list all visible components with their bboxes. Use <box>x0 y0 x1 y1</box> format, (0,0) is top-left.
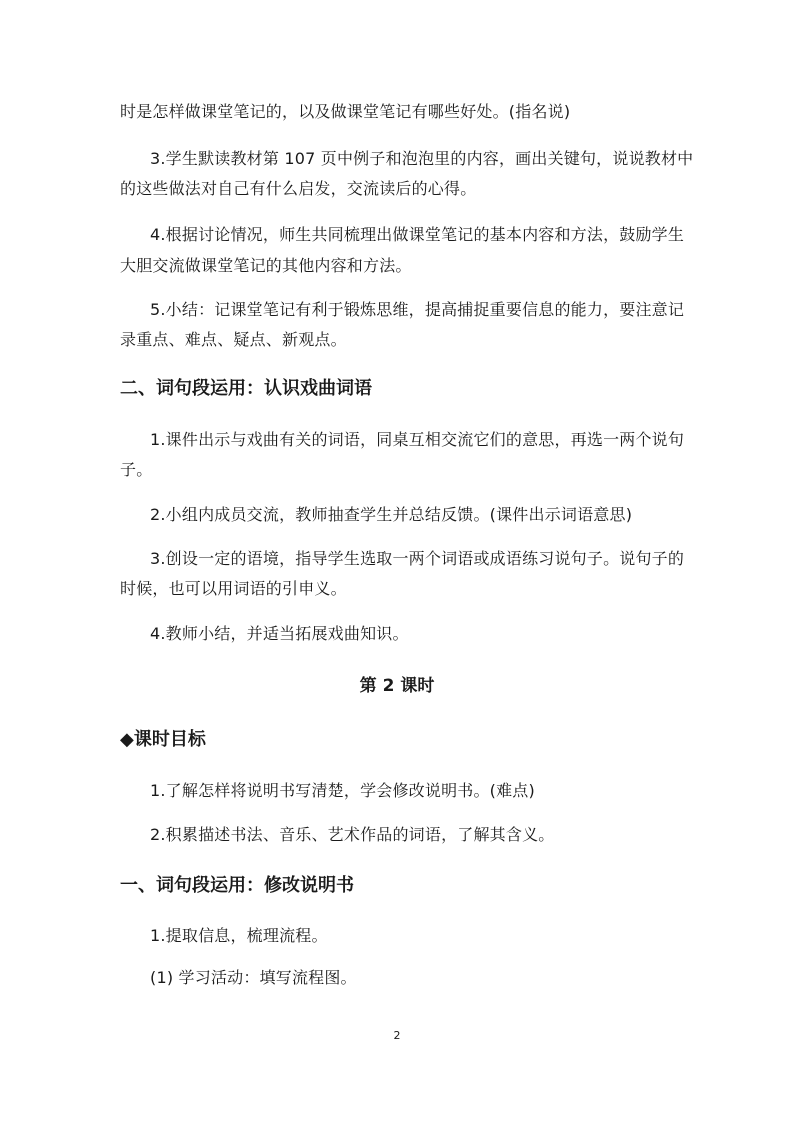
section-heading: 二、词句段运用：认识戏曲词语 <box>120 378 372 399</box>
section-heading: 一、词句段运用：修改说明书 <box>120 875 354 896</box>
page-number: 2 <box>393 1029 401 1042</box>
paragraph-line: 1.课件出示与戏曲有关的词语，同桌互相交流它们的意思，再选一两个说句 <box>150 430 685 449</box>
paragraph-line: 2.积累描述书法、音乐、艺术作品的词语，了解其含义。 <box>150 825 555 844</box>
paragraph-line: (1) 学习活动：填写流程图。 <box>150 968 357 987</box>
paragraph-line: 3.创设一定的语境，指导学生选取一两个词语或成语练习说句子。说句子的 <box>150 549 685 568</box>
paragraph-line: 5.小结：记课堂笔记有利于锻炼思维，提高捕捉重要信息的能力，要注意记 <box>150 300 685 319</box>
paragraph-line: 子。 <box>120 460 153 479</box>
paragraph-line: 时候，也可以用词语的引申义。 <box>120 579 347 598</box>
paragraph-line: 4.教师小结，并适当拓展戏曲知识。 <box>150 624 409 643</box>
lesson-title: 第 2 课时 <box>359 676 435 696</box>
paragraph-line: 时是怎样做课堂笔记的，以及做课堂笔记有哪些好处。(指名说) <box>120 102 571 121</box>
paragraph-line: 1.了解怎样将说明书写清楚，学会修改说明书。(难点) <box>150 781 535 800</box>
paragraph-line: 4.根据讨论情况，师生共同梳理出做课堂笔记的基本内容和方法，鼓励学生 <box>150 225 685 244</box>
paragraph-line: 大胆交流做课堂笔记的其他内容和方法。 <box>120 256 412 275</box>
paragraph-line: 1.提取信息，梳理流程。 <box>150 926 328 945</box>
paragraph-line: 录重点、难点、疑点、新观点。 <box>120 330 347 349</box>
paragraph-line: 的这些做法对自己有什么启发，交流读后的心得。 <box>120 179 477 198</box>
section-heading: ◆课时目标 <box>120 729 206 750</box>
paragraph-line: 2.小组内成员交流，教师抽查学生并总结反馈。(课件出示词语意思) <box>150 505 633 524</box>
paragraph-line: 3.学生默读教材第 107 页中例子和泡泡里的内容，画出关键句，说说教材中 <box>150 149 694 168</box>
